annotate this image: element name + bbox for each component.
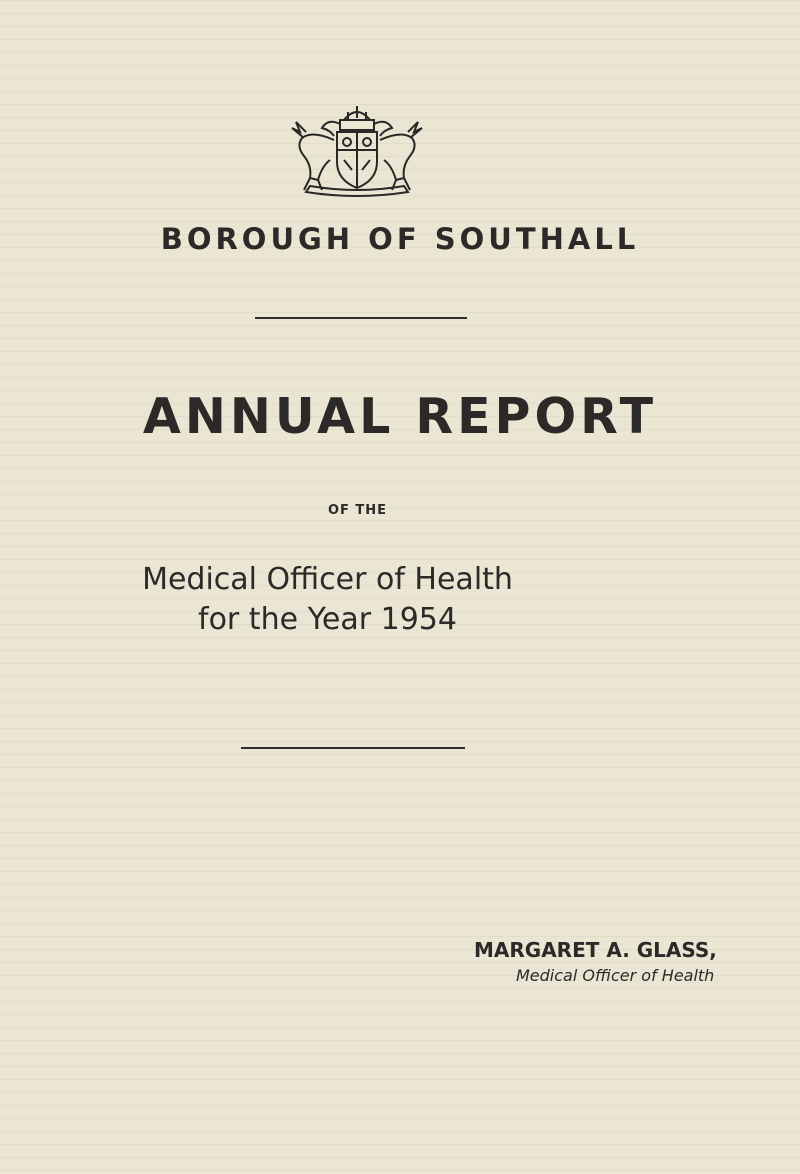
of-the-label: OF THE bbox=[327, 503, 388, 518]
signer-role: Medical Officer of Health bbox=[516, 966, 715, 985]
subtitle-line-1: Medical Officer of Health bbox=[142, 562, 513, 597]
divider-bottom bbox=[241, 747, 465, 749]
divider-top bbox=[255, 317, 467, 319]
signer-name: MARGARET A. GLASS, bbox=[474, 938, 717, 962]
coat-of-arms-icon bbox=[282, 100, 432, 198]
borough-title: BOROUGH OF SOUTHALL bbox=[160, 222, 640, 256]
subtitle-line-2: for the Year 1954 bbox=[198, 602, 457, 637]
report-title: ANNUAL REPORT bbox=[142, 388, 658, 445]
